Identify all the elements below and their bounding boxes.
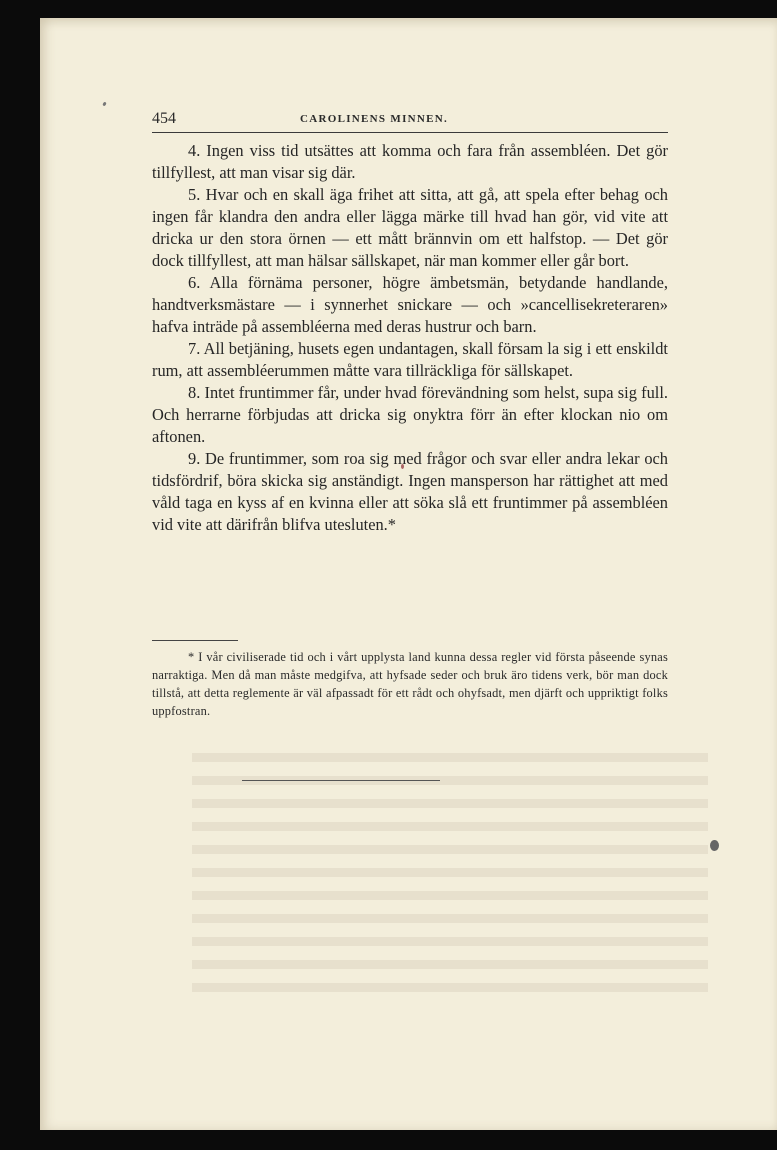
ink-speck — [102, 102, 107, 107]
end-rule — [242, 780, 440, 781]
ink-speck — [710, 840, 719, 851]
paragraph-rule-7: 7. All betjäning, husets egen undantagen, skall försam la sig i ett enskildt rum, att assembléerummen måtte vara tillräckliga för sällskapet. — [152, 339, 668, 380]
page-header — [152, 110, 668, 133]
paragraph-rule-9: 9. De fruntimmer, som roa sig med frågor och svar eller andra lekar och tidsfördrif, böra skicka sig anständigt. Ingen mansperson har rättighet att med våld taga en kyss af en kvinna eller att söka slå ett fruntimmer på assembléen vid vite att därifrån blifva utesluten.* — [152, 449, 668, 534]
footnote-separator — [152, 640, 238, 641]
paragraph-rule-5: 5. Hvar och en skall äga frihet att sitta, att gå, att spela efter behag och ingen får klandra den andra eller lägga märke till hvad han gör, vid vite att dricka ur den stora örnen — ett mått brännvin om ett halfstop. — Det gör dock tillfyllest, att man hälsar sällskapet, när man kommer eller går bort. — [152, 185, 668, 270]
page-number: 454 — [152, 110, 176, 127]
main-text — [152, 140, 668, 536]
show-through-bleed — [192, 753, 708, 993]
footnote: * I vår civiliserade tid och i vårt upplysta land kunna dessa regler vid första påseende synas narraktiga. Men då man måste medgifva, att hyfsade seder och bruk äro tidens verk, bör man dock tillstå, att detta reglemente är väl afpassadt för ett rådt och ohyfsadt, men djärft och uppriktigt folks uppfostran. — [152, 650, 668, 718]
paragraph-rule-6: 6. Alla förnäma personer, högre ämbetsmän, betydande handlande, handtverksmästare — i synnerhet snickare — och »cancellisekreteraren» hafva inträde på assembléerna med deras hustrur och barn. — [152, 273, 668, 336]
paragraph-rule-4: 4. Ingen viss tid utsättes att komma och fara från assembléen. Det gör tillfyllest, att man visar sig där. — [152, 141, 668, 182]
paragraph-rule-8: 8. Intet fruntimmer får, under hvad förevändning som helst, supa sig full. Och herrarne förbjudas att dricka sig onyktra förr än efter klockan nio om aftonen. — [152, 383, 668, 446]
running-head: CAROLINENS MINNEN. — [300, 113, 449, 125]
